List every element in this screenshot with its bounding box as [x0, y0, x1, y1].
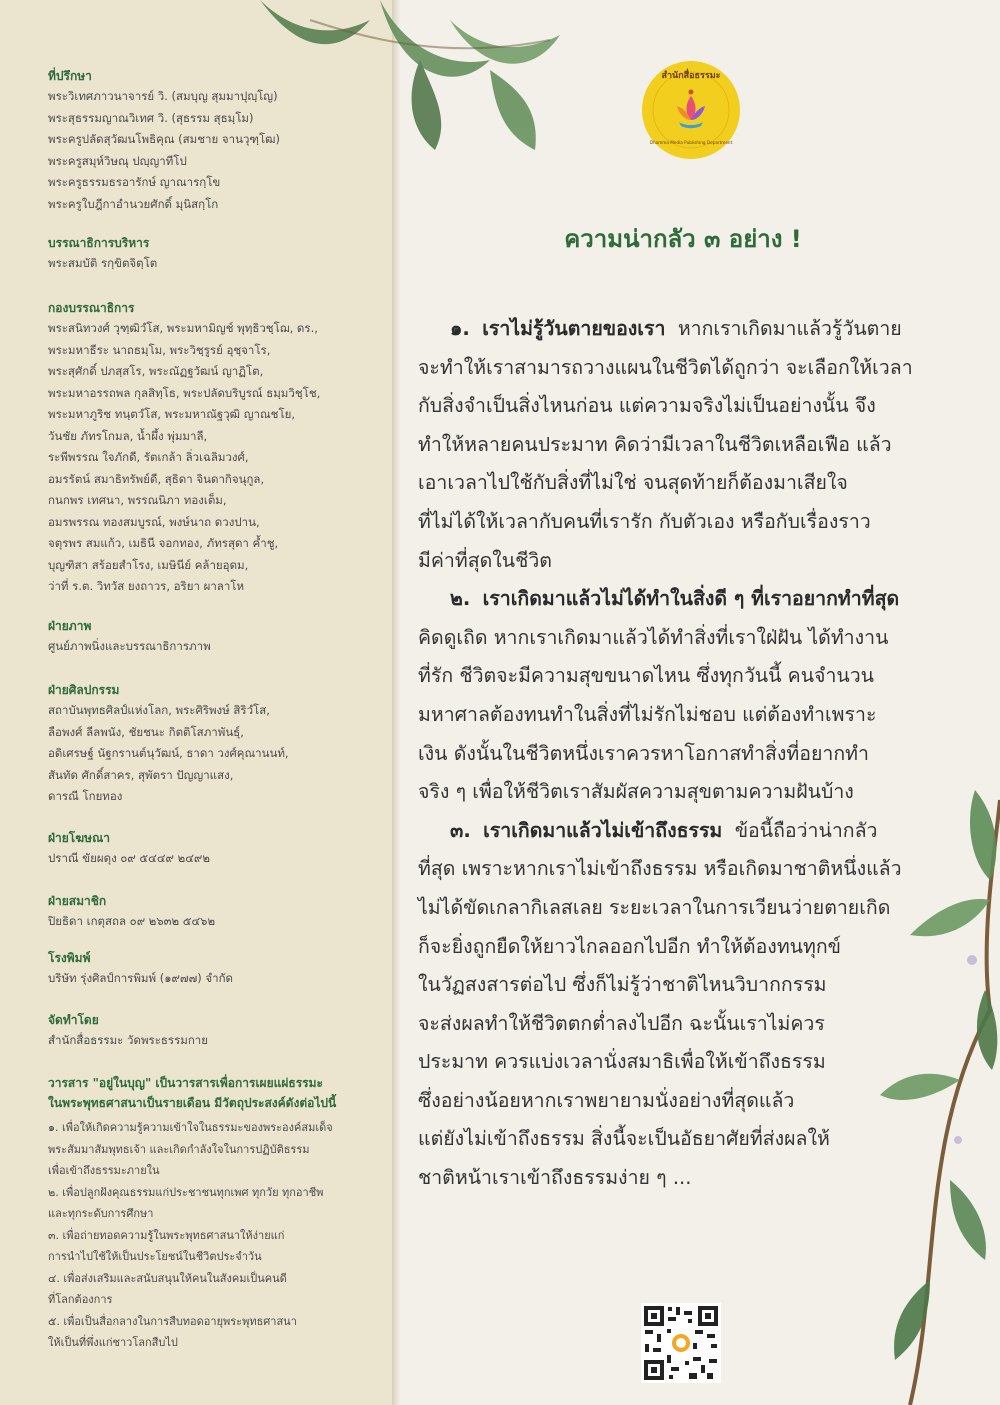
credit-line: พระมหาธีระ นาถธมฺโม, พระวิชฺรูรย์ อุชฺจาโร, [48, 342, 271, 357]
paragraph-line: ที่สุด เพราะหากเราไม่เข้าถึงธรรม หรือเกิดมาชาติหนึ่งแล้ว [418, 857, 902, 881]
advertising-section [48, 830, 378, 870]
paragraph-line: ทำให้หลายคนประมาท คิดว่ามีเวลาในชีวิตเหลือเฟือ แล้ว [418, 432, 892, 456]
credit-line: พระครูปลัดสุวัฒนโพธิคุณ (สมชาย จานวุฑฺโฒ) [48, 132, 280, 146]
paragraph-line: ก็จะยิ่งถูกยืดให้ยาวไกลออกไปอีก ทำให้ต้องทนทุกข์ [418, 934, 842, 958]
paragraph-line: แต่ยังไม่เข้าถึงธรรม สิ่งนี้จะเป็นอัธยาศัยที่ส่งผลให้ [418, 1127, 830, 1151]
aim-line: เพื่อเข้าถึงธรรมะภายใน [48, 1164, 160, 1177]
article-title: ความน่ากลัว ๓ อย่าง ! [564, 225, 802, 253]
logo-bottom-text: Dhamma Media Publishing Department [649, 140, 733, 145]
paragraph-line [418, 580, 928, 619]
editorial-board-title: กองบรรณาธิการ [48, 301, 135, 315]
credit-line: วันชัย ภัทรโกมล, น้ำผึ้ง พุ่มมาลี, [48, 428, 208, 443]
item-first-rest: หากเราเกิดมาแล้วรู้วันตาย [677, 317, 902, 340]
paragraph-line: ชาติหน้าเราเข้าถึงธรรมง่าย ๆ ... [418, 1166, 692, 1190]
aims-title-line: วารสาร "อยู่ในบุญ" เป็นวารสารเพื่อการเผยแผ่ธรรมะ [48, 1076, 323, 1090]
paragraph-line: มหาศาลต้องทนทำในสิ่งที่ไม่รักไม่ชอบ แต่ต้องทำเพราะ [418, 702, 877, 726]
page-divider [392, 0, 400, 1405]
membership-title: ฝ่ายสมาชิก [48, 894, 107, 908]
item-number: ๒. [450, 587, 471, 611]
credit-line: ปราณี ขัยผดุง ๐๙ ๕๔๔๙ ๒๔๙๒ [48, 851, 210, 865]
paragraph-line: ที่รัก ชีวิตจะมีความสุขขนาดไหน ซึ่งทุกวันนี้ คนจำนวน [418, 664, 875, 688]
credit-line: ศูนย์ภาพนิ่งและบรรณาธิการภาพ [48, 639, 211, 653]
credit-line: พระมหาอรรถพล กุลสิทฺโธ, พระปลัดบริบูรณ์ ธมฺมวิชฺโช, [48, 385, 321, 400]
produced-by-section [48, 1012, 378, 1052]
advisors-section [48, 68, 378, 215]
credit-line: จตุรพร สมแก้ว, เมธินี จอกทอง, ภัทรสุดา ค้ำชู, [48, 536, 279, 550]
managing-editor-title: บรรณาธิการบริหาร [48, 236, 150, 250]
produced-by-title: จัดทำโดย [48, 1013, 99, 1027]
advertising-title: ฝ่ายโฆษณา [48, 831, 110, 845]
paragraph-line [418, 812, 928, 851]
printing-section [48, 950, 378, 990]
photo-title: ฝ่ายภาพ [48, 619, 92, 633]
aim-line: ๕. เพื่อเป็นสื่อกลางในการสืบทอดอายุพระพุทธศาสนา [48, 1314, 297, 1328]
advisors-title: ที่ปรึกษา [48, 69, 92, 83]
credit-line: ปิยธิดา เกตุสถล ๐๙ ๒๖๓๒ ๕๔๖๒ [48, 914, 216, 928]
paragraph-line: เอาเวลาไปใช้กับสิ่งที่ไม่ใช่ จนสุดท้ายก็ต้องมาเสียใจ [418, 471, 848, 495]
item-number: ๑. [450, 317, 470, 340]
credit-line: สำนักสื่อธรรมะ วัดพระธรรมกาย [48, 1033, 208, 1047]
item-heading: เราไม่รู้วันตายของเรา [482, 317, 666, 340]
credit-line: พระสนิทวงศ์ วุฑฺฒิวํโส, พระมหามิญช์ พุทฺธิวชฺโฌ, ดร., [48, 321, 318, 335]
paragraph-line: จะทำให้เราสามารถวางแผนในชีวิตได้ถูกว่า จะเลือกให้เวลา [418, 355, 913, 379]
paragraph-line: ในวัฏสงสารต่อไป ซึ่งก็ไม่รู้ว่าชาติไหนวิบากกรรม [418, 973, 827, 997]
aim-line: พระสัมมาสัมพุทธเจ้า และเกิดกำลังใจในการปฏิบัติธรรม [48, 1142, 310, 1156]
logo-top-text: สำนักสื่อธรรมะ [661, 71, 721, 81]
paragraph-line: ประมาท ควรแบ่งเวลานั่งสมาธิเพื่อให้เข้าถึงธรรม [418, 1050, 826, 1074]
credit-line: ระพีพรรณ ใจภักดี, รัตเกล้า ลิ่วเฉลิมวงศ์, [48, 450, 249, 464]
credit-line: พระสุธรรมญาณวิเทศ วิ. (สุธรรม สุธมฺโม) [48, 110, 254, 125]
paragraph-line: กับสิ่งจำเป็นสิ่งไหนก่อน แต่ความจริงไม่เป็นอย่างนั้น จึง [418, 394, 876, 418]
aim-line: การนำไปใช้ให้เป็นประโยชน์ในชีวิตประจำวัน [48, 1250, 262, 1263]
paragraph-line: ไม่ได้ขัดเกลากิเลสเลย ระยะเวลาในการเวียนว่ายตายเกิด [418, 895, 891, 919]
paragraph-line: มีค่าที่สุดในชีวิต [418, 548, 552, 572]
paragraph-line: ซึ่งอย่างน้อยหากเราพยายามนั่งอย่างที่สุดแล้ว [418, 1088, 795, 1112]
dhamma-media-logo-icon [641, 60, 741, 160]
paragraph-line: จริง ๆ เพื่อให้ชีวิตเราสัมผัสความสุขตามความฝันบ้าง [418, 780, 854, 804]
item-first-rest: ข้อนี้ถือว่าน่ากลัว [734, 818, 878, 842]
aim-line: ๑. เพื่อให้เกิดความรู้ความเข้าใจในธรรมะของพระองค์สมเด็จ [48, 1121, 333, 1134]
credit-line: บุญฑิสา สร้อยสำโรง, เมษินีย์ คล้ายอุดม, [48, 557, 249, 572]
credit-line: สถาบันพุทธศิลป์แห่งโลก, พระศิริพงษ์ สิริวํโส, [48, 703, 270, 717]
paragraph-line: เงิน ดังนั้นในชีวิตหนึ่งเราควรหาโอกาสทำสิ่งที่อยากทำ [418, 741, 869, 765]
credit-line: พระสมบัติ รกฺขิตจิตฺโต [48, 256, 158, 270]
aims-section [48, 1073, 378, 1354]
credit-line: พระครูธรรมธรอารักษ์ ญาณารกฺโข [48, 175, 221, 189]
aim-line: ๒. เพื่อปลูกฝังคุณธรรมแก่ประชาชนทุกเพศ ทุกวัย ทุกอาชีพ [48, 1185, 324, 1199]
credit-line: กนกพร เทศนา, พรรณนิภา ทองเต็ม, [48, 493, 227, 507]
credit-line: ดารณี โกยทอง [48, 789, 123, 803]
item-heading: เราเกิดมาแล้วไม่เข้าถึงธรรม [483, 818, 723, 842]
item-number: ๓. [450, 818, 471, 842]
credit-line: สันทัด ศักดิ์สาคร, สุพัตรา ปัญญาแสง, [48, 767, 234, 782]
paragraph-line [418, 310, 928, 349]
article-body [418, 310, 928, 1198]
art-section [48, 682, 378, 808]
photo-section [48, 618, 378, 658]
aim-line: ๔. เพื่อส่งเสริมและสนับสนุนให้คนในสังคมเป็นคนดี [48, 1271, 287, 1285]
art-title: ฝ่ายศิลปกรรม [48, 683, 120, 697]
credit-line: พระสุศักดิ์ ปภสฺสโร, พระณัฏฐวัฒน์ ญาฏิโต, [48, 364, 264, 378]
credit-line: พระวิเทศภาวนาจารย์ วิ. (สมบุญ สุมมาปุญฺโญ) [48, 89, 278, 103]
aim-line: และทุกระดับการศึกษา [48, 1207, 154, 1220]
credit-line: อมรพรรณ ทองสมบูรณ์, พงษ์นาถ ดวงปาน, [48, 514, 260, 529]
aim-line: ๓. เพื่อถ่ายทอดความรู้ในพระพุทธศาสนาให้ง่ายแก่ [48, 1228, 285, 1242]
paragraph-line: ที่ไม่ได้ให้เวลากับคนที่เรารัก กับตัวเอง หรือกับเรื่องราว [418, 509, 871, 533]
credit-line: อดิเศรษฐ์ นัฐกรานต์นุวัฒน์, ธาดา วงศ์คุณานนท์, [48, 746, 289, 760]
credit-line: ลือพงศ์ ลีลพนัง, ชัยชนะ กิตติโสภาพันธุ์, [48, 724, 244, 739]
aim-line: ให้เป็นที่พึ่งแก่ชาวโลกสืบไป [48, 1336, 178, 1349]
printing-title: โรงพิมพ์ [48, 951, 91, 965]
credit-line: บริษัท รุ่งศิลป์การพิมพ์ (๑๙๗๗) จำกัด [48, 971, 233, 985]
aim-line: ที่โลกต้องการ [48, 1293, 113, 1306]
credit-line: พระครูใบฎีกาอำนวยศักดิ์ มุนิสกฺโก [48, 196, 219, 211]
managing-editor-section [48, 235, 378, 275]
aims-title-line: ในพระพุทธศาสนาเป็นรายเดือน มีวัตถุประสงค์ดังต่อไปนี้ [48, 1096, 337, 1110]
credit-line: พระครูสมุห์วิษณุ ปญฺญาทีโป [48, 153, 187, 168]
paragraph-line: คิดดูเถิด หากเราเกิดมาแล้วได้ทำสิ่งที่เราใฝ่ฝัน ได้ทำงาน [418, 625, 889, 649]
item-heading: เราเกิดมาแล้วไม่ได้ทำในสิ่งดี ๆ ที่เราอยากทำที่สุด [482, 587, 900, 611]
credit-line: อมรรัตน์ สมาธิทรัพย์ดี, สุธิดา จินดากิจนุกูล, [48, 471, 265, 486]
credit-line: ว่าที่ ร.ต. วิทวัส ยงถาวร, อริยา ผาลาโห [48, 579, 245, 593]
membership-section [48, 893, 378, 933]
paragraph-line: จะส่งผลทำให้ชีวิตตกต่ำลงไปอีก ฉะนั้นเราไม่ควร [418, 1011, 825, 1035]
editorial-board-section [48, 300, 378, 598]
credit-line: พระมหาภูริช ทนฺตวํโส, พระมหาณัฐวุฒิ ญาณชโย, [48, 407, 296, 421]
qr-code-icon[interactable] [641, 1303, 721, 1383]
